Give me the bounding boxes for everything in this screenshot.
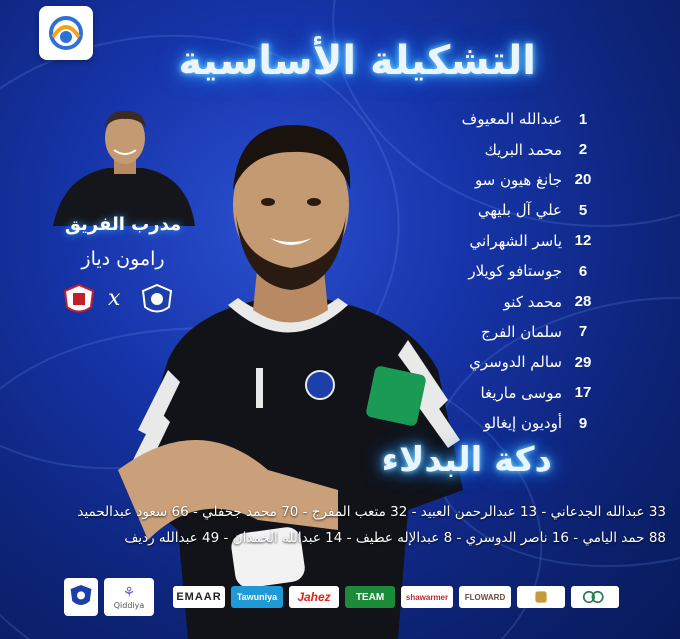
player-name: ياسر الشهراني [469, 231, 562, 250]
jahez-logo: Jahez [289, 586, 339, 608]
player-name: محمد البريك [484, 140, 562, 159]
bench-title: دكة البدلاء [381, 440, 552, 480]
sponsors-strip [60, 578, 620, 618]
emaar-logo: EMAAR [173, 586, 225, 608]
player-name: موسى ماريغا [480, 383, 562, 402]
sponsor-rings-icon [571, 586, 619, 608]
al-hilal-crest-icon [140, 283, 174, 317]
starting-lineup-list [366, 104, 596, 438]
player-number: 28 [574, 293, 592, 311]
player-name: سالم الدوسري [469, 353, 562, 372]
coach-name: رامون دياز [81, 248, 165, 270]
player-name: أوديون إيغالو [483, 414, 562, 433]
team-logo: TEAM [345, 586, 395, 608]
player-name: سلمان الفرج [481, 322, 562, 341]
floward-logo: FLOWARD [459, 586, 511, 608]
list-item [366, 165, 596, 195]
sponsor-crest-icon [517, 586, 565, 608]
list-item [366, 195, 596, 225]
bench-line: 88 حمد اليامي - 16 ناصر الدوسري - 8 عبدالإله عطيف - 14 عبدالله الحمدان - 49 عبدالله رديف [124, 530, 666, 546]
player-number: 6 [578, 262, 588, 280]
list-item [366, 226, 596, 256]
versus-separator: x [108, 286, 121, 311]
al-hilal-logo-icon [64, 578, 98, 616]
shawarmer-logo: shawarmer [401, 586, 453, 608]
player-number: 12 [574, 232, 592, 250]
list-item [366, 134, 596, 164]
coach-label: مدرب الفريق [64, 214, 182, 235]
player-number: 2 [578, 141, 588, 159]
list-item [366, 317, 596, 347]
list-item [366, 408, 596, 438]
qiddiya-label: Qiddiya [113, 600, 145, 610]
player-name: عبدالله المعيوف [461, 110, 562, 129]
opponent-crest-icon [62, 283, 96, 317]
player-name: جوستافو كويلار [468, 262, 562, 281]
coach-photo [48, 106, 198, 226]
list-item [366, 347, 596, 377]
player-number: 5 [578, 201, 588, 219]
tawuniya-logo: Tawuniya [231, 586, 283, 608]
player-number: 9 [578, 414, 588, 432]
player-name: محمد كنو [503, 292, 562, 311]
player-number: 17 [574, 384, 592, 402]
player-number: 1 [578, 110, 588, 128]
list-item [366, 104, 596, 134]
player-name: جانغ هيون سو [474, 170, 562, 189]
qiddiya-mark-icon: ⚘ [122, 584, 136, 601]
player-number: 7 [578, 323, 588, 341]
bench-line: 33 عبدالله الجدعاني - 13 عبدالرحمن العبيد - 32 متعب المفرج - 70 محمد جحفلي - 66 سعود عبدالحميد [77, 504, 666, 520]
player-number: 29 [574, 353, 592, 371]
list-item [366, 286, 596, 316]
player-name: علي آل بليهي [477, 201, 562, 220]
qiddiya-logo [104, 578, 154, 616]
page-title: التشكيلة الأساسية [178, 38, 536, 84]
list-item [366, 256, 596, 286]
player-number: 20 [574, 171, 592, 189]
afc-champions-league-logo [39, 6, 93, 60]
list-item [366, 378, 596, 408]
